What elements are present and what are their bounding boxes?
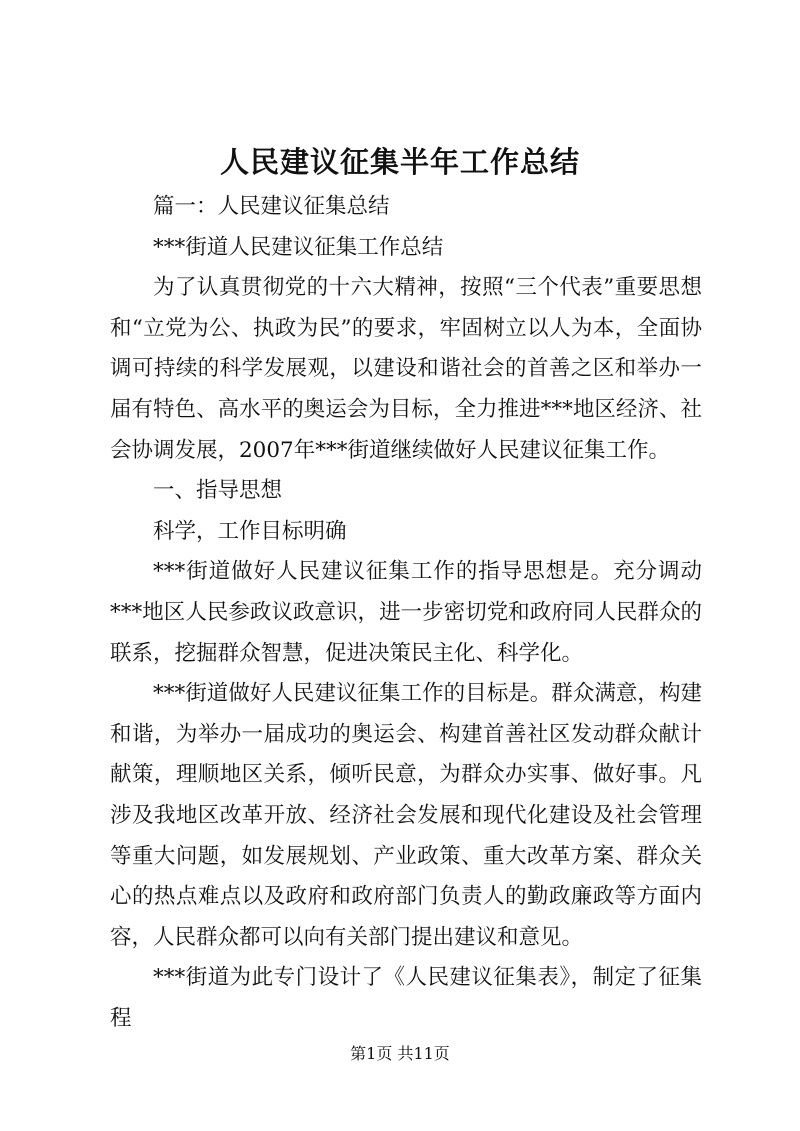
paragraph: 科学，工作目标明确 bbox=[153, 518, 347, 544]
paragraph: ***街道做好人民建议征集工作的指导思想是。充分调动***地区人民参政议政意识，进一步密切党和政府同人民群众的联系，挖掘群众智慧，促进决策民主化、科学化。 bbox=[110, 559, 702, 666]
paragraph: ***街道为此专门设计了《人民建议征集表》，制定了征集程 bbox=[110, 965, 702, 1031]
document-title: 人民建议征集半年工作总结 bbox=[219, 145, 580, 179]
paragraph: ***街道做好人民建议征集工作的目标是。群众满意，构建和谐，为举办一届成功的奥运会、构建首善社区发动群众献计献策，理顺地区关系，倾听民意，为群众办实事、做好事。凡涉及我地区改革开放、经济社会发展和现代化建设及社会管理等重大问题，如发展规划、产业政策、重大改革方案、群众关心的热点难点以及政府和政府部门负责人的勤政廉政等方面内容，人民群众都可以向有关部门提出建议和意见。 bbox=[110, 681, 702, 950]
subtitle: ***街道人民建议征集工作总结 bbox=[153, 234, 444, 260]
section-heading: 篇一：人民建议征集总结 bbox=[153, 194, 390, 219]
page-footer: 第1页 共11页 bbox=[350, 1044, 450, 1063]
section-heading: 一、指导思想 bbox=[153, 478, 283, 504]
document-body bbox=[110, 187, 702, 1039]
paragraph: 为了认真贯彻党的十六大精神，按照“三个代表”重要思想和“立党为公、执政为民”的要求，牢固树立以人为本，全面协调可持续的科学发展观，以建设和谐社会的首善之区和举办一届有特色、高水平的奥运会为目标，全力推进***地区经济、社会协调发展，2007年***街道继续做好人民建议征集工作。 bbox=[110, 275, 702, 463]
